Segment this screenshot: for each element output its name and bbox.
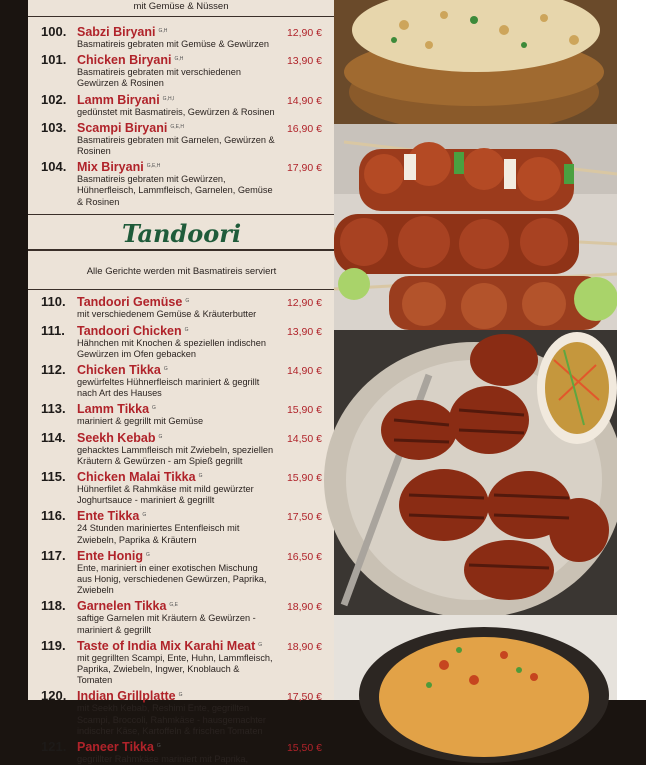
allergen-code: G — [258, 641, 263, 648]
item-description: Basmatireis gebraten mit Garnelen, Gewürzen & Rosinen — [77, 134, 275, 157]
photo-column — [334, 0, 617, 700]
item-number: 115. — [41, 468, 66, 484]
menu-item-header — [41, 508, 322, 523]
menu-item-header — [41, 739, 322, 754]
item-name: Scampi Biryani — [77, 120, 168, 135]
allergen-code: G,H,I — [162, 95, 175, 102]
item-number: 113. — [41, 401, 66, 417]
item-description: mariniert & gegrillt mit Gemüse — [77, 416, 204, 427]
allergen-code: G — [178, 692, 183, 699]
item-price: 18,90 € — [286, 640, 322, 653]
item-name: Mix Biryani — [77, 160, 144, 175]
item-number: 101. — [41, 52, 67, 68]
menu-item-header — [41, 362, 322, 377]
item-price: 13,90 € — [286, 325, 322, 338]
allergen-code: G,E — [169, 602, 179, 609]
item-number: 104. — [41, 159, 67, 175]
menu-page — [28, 0, 334, 764]
menu-item — [41, 401, 322, 427]
item-name: Seekh Kebab — [77, 430, 156, 445]
item-name: Tandoori Gemüse — [77, 295, 183, 310]
biryani-list — [41, 24, 322, 208]
allergen-code: G — [198, 472, 203, 479]
item-price: 15,50 € — [286, 742, 322, 754]
item-name: Ente Honig — [77, 548, 143, 563]
allergen-code: G — [152, 405, 156, 412]
menu-item — [41, 688, 322, 737]
item-number: 112. — [41, 361, 66, 377]
item-number: 110. — [41, 294, 66, 310]
item-price: 14,90 € — [286, 94, 322, 107]
menu-item-header — [41, 323, 322, 338]
item-description: mit verschiedenem Gemüse & Kräuterbutter — [77, 309, 257, 320]
menu-item — [41, 159, 322, 208]
section-caption: mit Gemüse & Nüssen — [28, 0, 334, 17]
menu-item — [41, 469, 322, 506]
item-price: 16,90 € — [286, 122, 322, 135]
menu-item — [41, 598, 322, 635]
menu-item-header — [41, 24, 322, 39]
allergen-code: G,E,H — [170, 123, 184, 130]
allergen-code: G,H — [174, 56, 184, 63]
menu-item — [41, 323, 322, 360]
skewer-kebab-photo — [334, 124, 617, 330]
item-description: gehacktes Lammfleisch mit Zwiebeln, speziellen Kräutern & Gewürzen - am Spieß gegrillt — [77, 444, 274, 466]
rice-plate-photo — [334, 615, 617, 700]
allergen-code: G,E,H — [146, 163, 161, 170]
item-number: 117. — [41, 547, 66, 563]
item-name: Chicken Malai Tikka — [77, 469, 196, 484]
menu-item-header — [41, 159, 322, 174]
menu-item — [41, 120, 322, 157]
item-number: 114. — [41, 429, 66, 445]
item-name: Taste of India Mix Karahi Meat — [77, 638, 256, 653]
item-price: 12,90 € — [286, 297, 322, 310]
item-description: mit Seekh Kebab, Reshimi Ente, gegrillten Scampi, Broccoli, Rahmkäse - hausgemachter indischer Käse, Kartoffeln & frischen Tomaten — [77, 703, 266, 736]
tandoori-list — [41, 294, 322, 765]
menu-item — [41, 430, 322, 467]
item-number: 100. — [41, 24, 67, 39]
grilled-chicken-photo — [334, 330, 617, 615]
menu-item-header — [41, 598, 322, 613]
menu-item — [41, 92, 322, 118]
item-price: 14,90 € — [286, 364, 322, 377]
allergen-code: G — [158, 433, 163, 440]
item-name: Sabzi Biryani — [77, 25, 156, 39]
section-caption: Alle Gerichte werden mit Basmatireis serviert — [86, 265, 277, 277]
allergen-code: G — [185, 298, 190, 305]
rice-bowl-photo — [334, 0, 617, 124]
menu-item — [41, 739, 322, 765]
item-price: 17,50 € — [286, 691, 322, 704]
allergen-code: G — [163, 365, 168, 372]
menu-item-header — [41, 401, 322, 416]
item-name: Chicken Tikka — [77, 362, 161, 377]
divider — [28, 289, 334, 291]
item-name: Lamm Tikka — [77, 402, 150, 417]
menu-item — [41, 362, 322, 399]
allergen-code: G — [156, 743, 161, 749]
item-name: Indian Grillplatte — [77, 689, 176, 704]
menu-item-header — [41, 120, 322, 135]
item-description: Hühnerfilet & Rahmkäse mit mild gewürzter Joghurtsauce - mariniert & gegrillt — [77, 483, 254, 506]
item-description: Hähnchen mit Knochen & speziellen indischen Gewürzen im Ofen gebacken — [77, 337, 266, 359]
item-description: gegrillter Rahmkäse mariniert mit Paprika, — [77, 754, 249, 764]
item-description: gedünstet mit Basmatireis, Gewürzen & Rosinen — [77, 106, 275, 117]
menu-item-header — [41, 294, 322, 309]
item-description: Basmatireis gebraten mit Gewürzen, Hühnerfleisch, Lammfleisch, Garnelen, Gemüse & Rosinen — [77, 174, 273, 207]
item-price: 13,90 € — [286, 55, 322, 68]
page-edge — [617, 0, 646, 700]
item-price: 16,50 € — [286, 550, 322, 563]
item-price: 15,90 € — [286, 471, 322, 484]
allergen-code: G — [145, 551, 150, 558]
item-price: 17,90 € — [286, 162, 322, 175]
item-description: Basmatireis gebraten mit Gemüse & Gewürzen — [77, 39, 269, 49]
menu-item — [41, 294, 322, 320]
item-number: 116. — [41, 508, 66, 524]
item-description: gewürfeltes Hühnerfleisch mariniert & gegrillt nach Art des Hauses — [77, 376, 260, 399]
item-number: 102. — [41, 91, 67, 107]
item-price: 14,50 € — [286, 432, 322, 445]
item-number: 103. — [41, 119, 67, 135]
item-number: 111. — [41, 322, 65, 338]
item-price: 12,90 € — [286, 27, 322, 39]
menu-item — [41, 508, 322, 545]
item-name: Lamm Biryani — [77, 92, 160, 107]
item-number: 120. — [41, 688, 67, 704]
menu-item — [41, 548, 322, 597]
item-name: Tandoori Chicken — [77, 323, 182, 338]
item-name: Paneer Tikka — [77, 740, 154, 754]
item-price: 17,50 € — [286, 511, 322, 524]
menu-item-header — [41, 52, 322, 67]
item-number: 121. — [41, 739, 67, 754]
item-price: 15,90 € — [286, 404, 322, 417]
menu-item-header — [41, 430, 322, 445]
item-price: 18,90 € — [286, 601, 322, 614]
item-description: saftige Garnelen mit Kräutern & Gewürzen - mariniert & gegrillt — [77, 613, 256, 635]
item-name: Ente Tikka — [77, 509, 140, 524]
item-description: mit gegrillten Scampi, Ente, Huhn, Lammfleisch, Paprika, Zwiebeln, Ingwer, Knoblauch & Tomaten — [77, 652, 273, 686]
allergen-code: G — [184, 326, 189, 333]
item-number: 119. — [41, 637, 66, 653]
section-title: Tandoori — [121, 219, 242, 249]
item-description: Basmatireis gebraten mit verschiedenen Gewürzen & Rosinen — [77, 67, 241, 89]
item-name: Chicken Biryani — [77, 53, 172, 68]
menu-item-header — [41, 469, 322, 484]
item-number: 118. — [41, 598, 66, 614]
menu-item-header — [41, 688, 322, 703]
allergen-code: G — [142, 512, 147, 519]
menu-item — [41, 24, 322, 50]
item-description: 24 Stunden mariniertes Entenfleisch mit Zwiebeln, Paprika & Kräutern — [77, 523, 240, 545]
item-name: Garnelen Tikka — [77, 599, 167, 614]
allergen-code: G,H — [158, 28, 168, 34]
menu-item — [41, 638, 322, 687]
menu-item-header — [41, 92, 322, 107]
menu-item-header — [41, 548, 322, 563]
menu-item-header — [41, 638, 322, 653]
item-description: Ente, mariniert in einer exotischen Mischung aus Honig, verschiedenen Gewürzen, Paprika, Zwiebeln — [77, 562, 267, 596]
menu-item — [41, 52, 322, 89]
